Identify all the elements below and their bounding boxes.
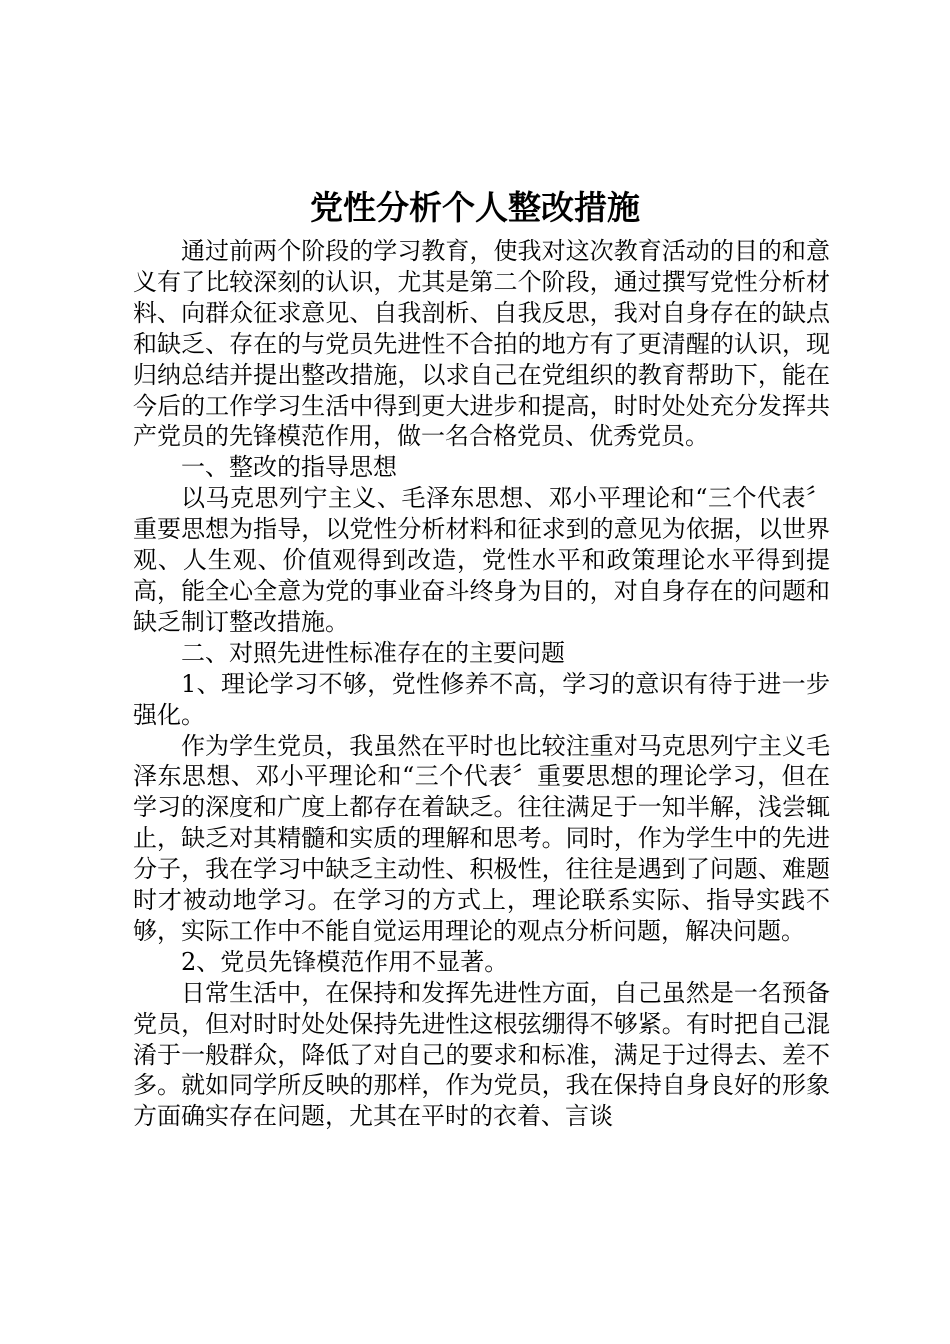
paragraph-intro: 通过前两个阶段的学习教育，使我对这次教育活动的目的和意义有了比较深刻的认识，尤其是第二个阶段，通过撰写党性分析材料、向群众征求意见、自我剖析、自我反思，我对自身存在的缺点和缺乏、存在的与党员先进性不合拍的地方有了更清醒的认识，现归纳总结并提出整改措施，以求自己在党组织的教育帮助下，能在今后的工作学习生活中得到更大进步和提高，时时处处充分发挥共产党员的先锋模范作用，做一名合格党员、优秀党员。	[133, 237, 830, 451]
heading-main-problems: 二、对照先进性标准存在的主要问题	[181, 638, 565, 667]
document-title: 党性分析个人整改措施	[310, 188, 640, 227]
paragraph-guiding-thought: 以马克思列宁主义、毛泽东思想、邓小平理论和“三个代表〞重要思想为指导，以党性分析材料和征求到的意见为依据，以世界观、人生观、价值观得到改造，党性水平和政策理论水平得到提高，能全心全意为党的事业奋斗终身为目的，对自身存在的问题和缺乏制订整改措施。	[133, 484, 830, 636]
paragraph-problem-1: 作为学生党员，我虽然在平时也比较注重对马克思列宁主义毛泽东思想、邓小平理论和“三个代表〞重要思想的理论学习，但在学习的深度和广度上都存在着缺乏。往往满足于一知半解，浅尝辄止，缺乏对其精髓和实质的理解和思考。同时，作为学生中的先进分子，我在学习中缺乏主动性、积极性，往往是遇到了问题、难题时才被动地学习。在学习的方式上，理论联系实际、指导实践不够，实际工作中不能自觉运用理论的观点分析问题，解决问题。	[133, 731, 830, 945]
subheading-problem-2: 2、党员先锋模范作用不显著。	[181, 947, 509, 976]
subheading-problem-1: 1、理论学习不够，党性修养不高，学习的意识有待于进一步强化。	[133, 669, 830, 729]
document-body	[133, 236, 830, 1132]
paragraph-problem-2: 日常生活中，在保持和发挥先进性方面，自己虽然是一名预备党员，但对时时处处保持先进性这根弦绷得不够紧。有时把自己混淆于一般群众，降低了对自己的要求和标准，满足于过得去、差不多。就如同学所反映的那样，作为党员，我在保持自身良好的形象方面确实存在问题，尤其在平时的衣着、言谈	[133, 978, 830, 1131]
heading-guiding-thought: 一、整改的指导思想	[181, 453, 397, 482]
